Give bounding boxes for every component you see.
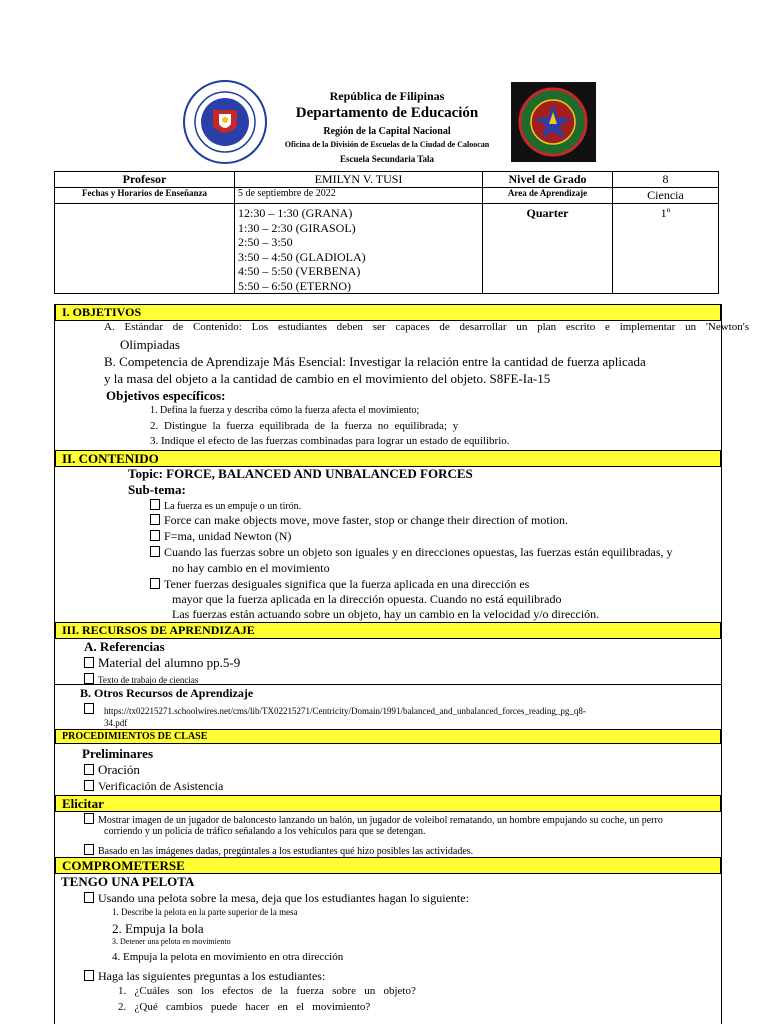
schedule-line: 4:50 – 5:50 (VERBENA) (238, 264, 361, 278)
schedule-line: 3:50 – 4:50 (GLADIOLA) (238, 249, 366, 264)
deped-seal (183, 80, 267, 164)
quarter-value: 1º (613, 204, 719, 294)
elicitar-item: Basado en las imágenes dadas, pregúntales a los estudiantes qué hizo posibles las actividades. (84, 844, 473, 857)
checkbox-icon (84, 673, 94, 684)
checkbox-icon (84, 813, 94, 824)
objetivo-item: 3. Indique el efecto de las fuerzas combinadas para lograr un estado de equilibrio. (150, 435, 510, 447)
preliminares-item: Verificación de Asistencia (84, 779, 223, 794)
checkbox-icon (84, 892, 94, 903)
profesor-label: Profesor (55, 172, 235, 188)
procedimientos-heading: PROCEDIMIENTOS DE CLASE (55, 729, 721, 744)
subtema-label: Sub-tema: (128, 482, 186, 497)
elicitar-heading: Elicitar (55, 795, 721, 812)
subtema-bullet-cont: mayor que la fuerza aplicada en la dirección opuesta. Cuando no está equilibrado (172, 592, 562, 606)
objetivos-heading: I. OBJETIVOS (55, 304, 721, 321)
question-item: 2. ¿Qué cambios puede hacer en el movimiento? (118, 1001, 371, 1013)
resource-checkbox (84, 703, 98, 716)
checkbox-icon (150, 514, 160, 525)
fecha-value: 5 de septiembre de 2022 (235, 188, 483, 204)
subtema-bullet: Tener fuerzas desiguales significa que la fuerza aplicada en una dirección es (150, 577, 529, 592)
fechas-label: Fechas y Horarios de Enseñanza (55, 188, 235, 204)
quarter-label: Quarter (483, 204, 613, 294)
school-logo (511, 82, 596, 162)
question-item: 1. ¿Cuáles son los efectos de la fuerza sobre un objeto? (118, 985, 416, 997)
subtema-bullet: F=ma, unidad Newton (N) (150, 529, 291, 544)
area-value: Ciencia (613, 188, 719, 204)
profesor-value: EMILYN V. TUSI (235, 172, 483, 188)
recursos-heading: III. RECURSOS DE APRENDIZAJE (55, 622, 721, 639)
otros-recursos-label: B. Otros Recursos de Aprendizaje (80, 686, 254, 700)
schedule-cell (235, 204, 483, 294)
checkbox-icon (150, 499, 160, 510)
subtema-bullet-cont: Las fuerzas están actuando sobre un objeto, hay un cambio en la velocidad y/o dirección. (172, 607, 600, 621)
checkbox-icon (84, 844, 94, 855)
checkbox-icon (150, 530, 160, 541)
empty-cell (55, 204, 235, 294)
objetivo-a-line2: Olimpiadas (120, 337, 180, 352)
region-title: Región de la Capital Nacional (323, 126, 451, 137)
reference-item: Texto de trabajo de ciencias (84, 673, 198, 685)
department-title: Departamento de Educación (295, 105, 479, 121)
objetivos-especificos: Objetivos específicos: (106, 388, 226, 403)
step-item: 3. Detener una pelota en movimiento (112, 937, 231, 946)
objetivo-item: 2. Distingue la fuerza equilibrada de la fuerza no equilibrada; y (150, 420, 459, 432)
referencias-label: A. Referencias (84, 639, 165, 654)
subtema-bullet-cont: no hay cambio en el movimiento (172, 561, 330, 575)
preliminares-label: Preliminares (82, 746, 154, 761)
comprometerse-heading: COMPROMETERSE (55, 857, 721, 874)
step-item: 1. Describe la pelota en la parte superior de la mesa (112, 907, 298, 917)
elicitar-item-cont: corriendo y un policía de tráfico señalando a los vehículos para que se detengan. (104, 826, 426, 837)
reference-item: Material del alumno pp.5-9 (84, 655, 240, 671)
comprometerse-subheading: TENGO UNA PELOTA (61, 874, 195, 889)
subtema-bullet: La fuerza es un empuje o un tirón. (150, 499, 301, 512)
resource-url-cont[interactable]: 34.pdf (104, 718, 128, 728)
nivel-label: Nivel de Grado (483, 172, 613, 188)
objetivo-b-line2: y la masa del objeto a la cantidad de cambio en el movimiento del objeto. S8FE-Ia-15 (104, 371, 551, 386)
republic-title: República de Filipinas (329, 89, 445, 103)
checkbox-icon (84, 657, 94, 668)
schedule-line: 1:30 – 2:30 (GIRASOL) (238, 220, 356, 235)
topic-title: Topic: FORCE, BALANCED AND UNBALANCED FORCES (128, 466, 473, 481)
divider (54, 684, 722, 685)
school-title: Escuela Secundaria Tala (339, 154, 435, 164)
checkbox-icon (150, 578, 160, 589)
schedule-line: 2:50 – 3:50 (238, 235, 293, 249)
division-title: Oficina de la División de Escuelas de la Ciudad de Caloocan (284, 140, 490, 149)
checkbox-icon (84, 703, 94, 714)
area-label: Area de Aprendizaje (483, 188, 613, 204)
objetivo-b-line1: B. Competencia de Aprendizaje Más Esencial: Investigar la relación entre la cantidad de fuerza aplicada (104, 354, 646, 369)
step-item: 4. Empuja la pelota en movimiento en otra dirección (112, 951, 344, 963)
objetivo-a-line1: A. Estándar de Contenido: Los estudiantes deben ser capaces de desarrollar un plan escrito e implementar un 'Newton's (104, 321, 749, 333)
step-item: 2. Empuja la bola (112, 921, 204, 936)
contenido-heading: II. CONTENIDO (55, 450, 721, 467)
objetivo-item: 1. Defina la fuerza y describa cómo la fuerza afecta el movimiento; (150, 405, 420, 416)
checkbox-icon (84, 780, 94, 791)
questions-intro: Haga las siguientes preguntas a los estudiantes: (84, 969, 325, 984)
subtema-bullet: Cuando las fuerzas sobre un objeto son iguales y en direcciones opuestas, las fuerzas están equilibradas, y (150, 545, 673, 560)
checkbox-icon (150, 546, 160, 557)
comprometerse-intro: Usando una pelota sobre la mesa, deja que los estudiantes hagan lo siguiente: (84, 891, 469, 906)
checkbox-icon (84, 764, 94, 775)
schedule-line: 12:30 – 1:30 (GRANA) (238, 206, 353, 220)
resource-url[interactable]: https://tx02215271.schoolwires.net/cms/lib/TX02215271/Centricity/Domain/1991/balanced_and_unbalanced_forces_reading_pg_q8- (104, 706, 586, 716)
nivel-value: 8 (613, 172, 719, 188)
schedule-line: 5:50 – 6:50 (ETERNO) (238, 278, 351, 293)
subtema-bullet: Force can make objects move, move faster, stop or change their direction of motion. (150, 513, 568, 528)
elicitar-item: Mostrar imagen de un jugador de baloncesto lanzando un balón, un jugador de voleibol rematando, un hombre empujando su coche, un perro (84, 813, 663, 826)
class-info-table (54, 171, 719, 294)
checkbox-icon (84, 970, 94, 981)
preliminares-item: Oración (84, 762, 140, 778)
